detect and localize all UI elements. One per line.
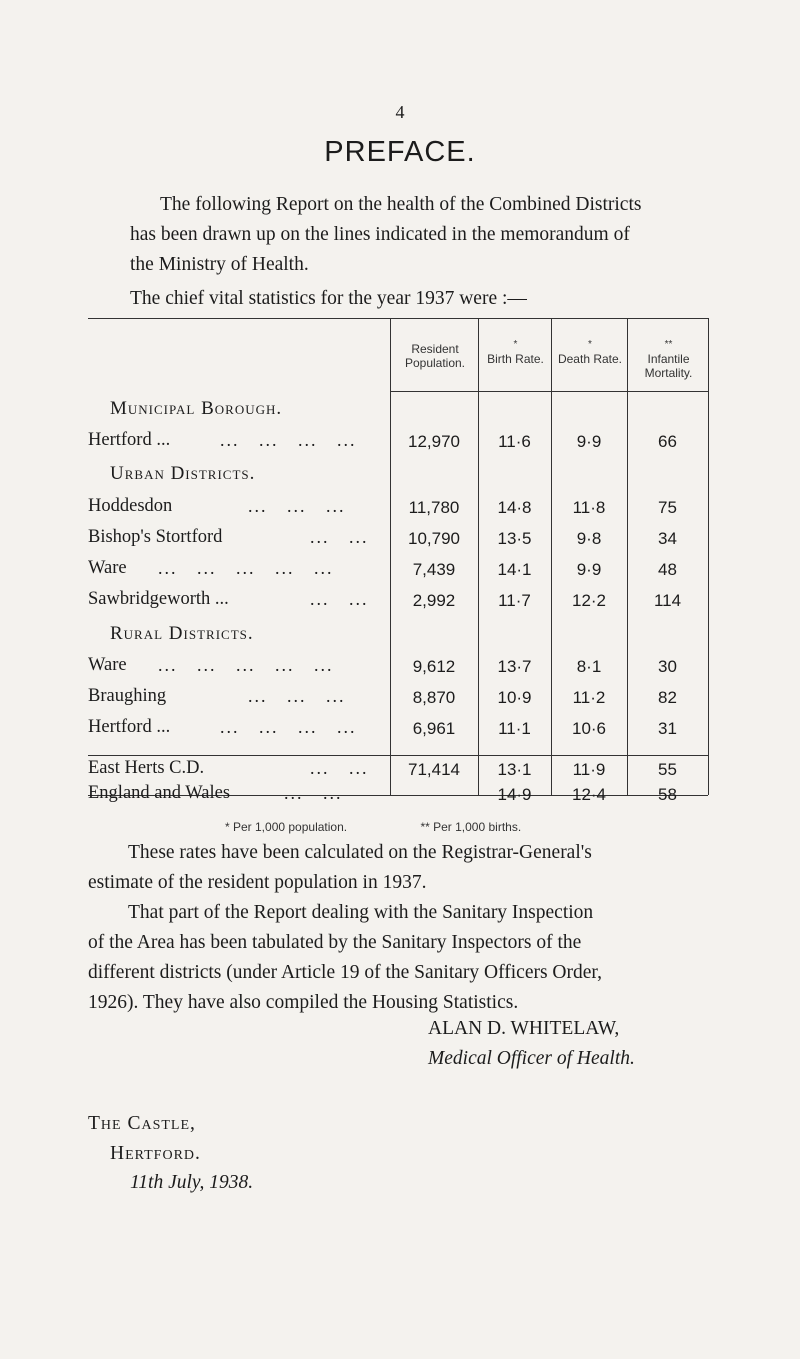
column-header-death-rate — [553, 340, 627, 366]
lead-in-text: The chief vital statistics for the year 1937 were :— — [130, 288, 527, 309]
header-label: Birth Rate. — [487, 352, 544, 366]
footnote: ** Per 1,000 births. — [420, 820, 522, 834]
header-label: Death Rate. — [557, 352, 623, 366]
paragraph-line: That part of the Report dealing with the Sanitary Inspection — [128, 902, 594, 923]
table-cell: 9·9 — [576, 560, 602, 579]
intro-paragraph — [130, 190, 730, 280]
table-cell: 14·8 — [497, 498, 532, 517]
column-header-infantile-mortality — [629, 340, 708, 380]
row-label: Ware — [88, 558, 127, 578]
header-label: Resident Population. — [404, 342, 466, 370]
table-cell: 11·2 — [572, 688, 606, 707]
section-heading: Rural Districts. — [110, 623, 254, 644]
address-line-1: The Castle, — [88, 1113, 196, 1134]
row-label: Bishop's Stortford — [88, 527, 223, 547]
dot-leader: ... ... ... — [248, 686, 346, 706]
table-cell: 11·6 — [498, 432, 531, 451]
table-cell: 11·9 — [572, 760, 606, 779]
table-cell: 10,790 — [408, 529, 460, 548]
table-cell: 66 — [658, 432, 677, 451]
dot-leader: ... ... — [310, 758, 369, 778]
column-header-birth-rate — [480, 340, 551, 366]
table-cell: 8·1 — [576, 657, 602, 676]
table-cell: 31 — [658, 719, 677, 738]
row-label: Hertford ... — [88, 717, 171, 737]
intro-line: the Ministry of Health. — [130, 254, 309, 275]
table-cell: 11·7 — [498, 591, 531, 610]
page-title: PREFACE. — [324, 136, 476, 168]
table-cell: 13·7 — [497, 657, 532, 676]
table-footnotes — [225, 820, 591, 834]
row-label: England and Wales — [88, 783, 231, 803]
table-cell: 13·1 — [497, 760, 532, 779]
column-header-population — [392, 340, 478, 370]
dot-leader: ... ... ... — [248, 496, 346, 516]
table-cell: 9·9 — [576, 432, 602, 451]
dot-leader: ... ... — [310, 589, 369, 609]
dot-leader: ... ... ... ... — [220, 430, 357, 450]
table-cell: 14·1 — [497, 560, 532, 579]
table-cell: 11·8 — [572, 498, 606, 517]
table-cell: 13·5 — [497, 529, 532, 548]
table-cell: 10·9 — [497, 688, 532, 707]
table-cell: 2,992 — [412, 591, 456, 610]
header-mark: ** — [664, 339, 673, 350]
table-cell: 12·4 — [571, 785, 607, 804]
table-cell: 14·9 — [497, 785, 532, 804]
paragraph-line: 1926). They have also compiled the Housing Statistics. — [88, 992, 519, 1013]
dot-leader: ... ... ... ... ... — [158, 655, 334, 675]
header-rule — [390, 391, 708, 392]
dot-leader: ... ... — [310, 527, 369, 547]
paragraph-sanitary — [88, 898, 738, 1018]
table-cell: 71,414 — [408, 760, 460, 779]
table-cell: 9,612 — [412, 657, 456, 676]
row-label: Hoddesdon — [88, 496, 173, 516]
vital-statistics-table — [88, 318, 708, 794]
row-label: Ware — [88, 655, 127, 675]
page-number: 4 — [395, 102, 405, 122]
signature-name: ALAN D. WHITELAW, — [428, 1018, 620, 1039]
paragraph-line: These rates have been calculated on the Registrar-General's — [128, 842, 592, 863]
table-cell: 58 — [658, 785, 677, 804]
section-heading: Urban Districts. — [110, 463, 256, 484]
table-cell: 8,870 — [412, 688, 456, 707]
table-top-rule — [88, 318, 708, 319]
header-mark: * — [588, 339, 592, 350]
table-cell: 48 — [658, 560, 677, 579]
header-label: Infantile Mortality. — [644, 352, 693, 380]
paragraph-line: of the Area has been tabulated by the Sanitary Inspectors of the — [88, 932, 582, 953]
table-cell: 55 — [658, 760, 677, 779]
dot-leader: ... ... ... ... — [220, 717, 357, 737]
table-cell: 12·2 — [571, 591, 607, 610]
intro-line: has been drawn up on the lines indicated in the memorandum of — [130, 224, 630, 245]
row-label: East Herts C.D. — [88, 758, 205, 778]
table-cell: 12,970 — [408, 432, 460, 451]
header-mark: * — [513, 339, 518, 350]
paragraph-line: different districts (under Article 19 of the Sanitary Officers Order, — [88, 962, 602, 983]
column-rule — [708, 318, 709, 795]
signature-role: Medical Officer of Health. — [428, 1048, 635, 1069]
footnote: * Per 1,000 population. — [225, 820, 348, 834]
table-cell: 6,961 — [412, 719, 456, 738]
table-cell: 11,780 — [408, 498, 460, 517]
table-cell: 34 — [658, 529, 677, 548]
row-label: Hertford ... — [88, 430, 171, 450]
intro-line: The following Report on the health of the Combined Districts — [160, 194, 642, 215]
table-cell: 11·1 — [498, 719, 531, 738]
total-rule — [88, 755, 708, 756]
table-cell: 75 — [658, 498, 677, 517]
row-label: Sawbridgeworth ... — [88, 589, 229, 609]
table-cell: 7,439 — [412, 560, 456, 579]
dot-leader: ... ... — [284, 783, 343, 803]
table-cell: 9·8 — [576, 529, 602, 548]
row-label: Braughing — [88, 686, 167, 706]
paragraph-line: estimate of the resident population in 1937. — [88, 872, 427, 893]
table-cell: 114 — [653, 591, 682, 610]
dot-leader: ... ... ... ... ... — [158, 558, 334, 578]
paragraph-rates — [88, 838, 728, 898]
table-cell: 10·6 — [571, 719, 607, 738]
table-cell: 82 — [658, 688, 677, 707]
address-line-2: Hertford. — [110, 1143, 201, 1164]
table-cell: 30 — [658, 657, 677, 676]
address-date: 11th July, 1938. — [130, 1172, 254, 1193]
section-heading: Municipal Borough. — [110, 398, 283, 419]
